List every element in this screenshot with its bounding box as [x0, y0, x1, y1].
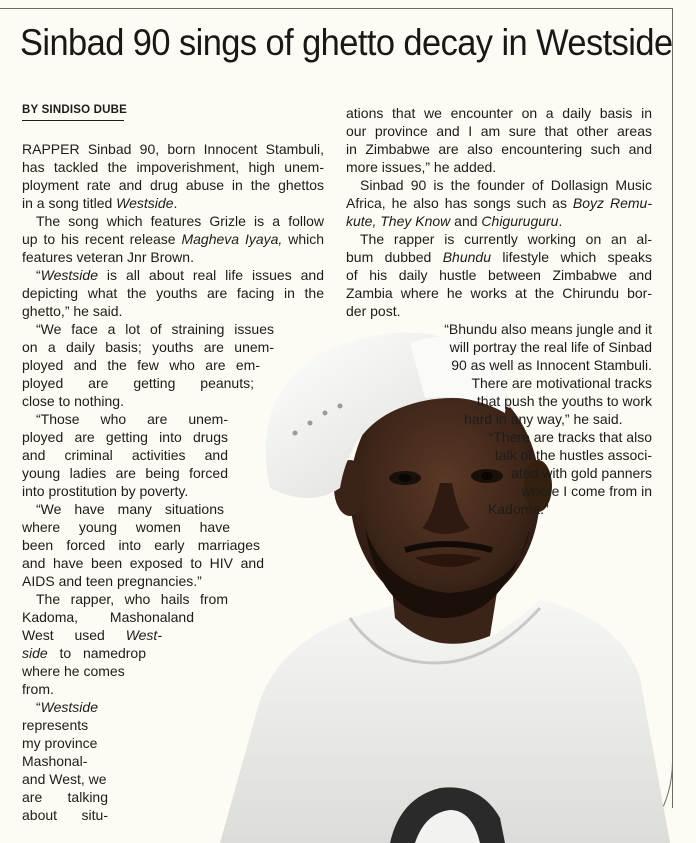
page-border-top	[0, 8, 672, 9]
text-line: 90 as well as Innocent Stambuli.	[451, 357, 652, 373]
text-line: kute, They Know and Chiguruguru.	[346, 213, 563, 229]
text-line: The song which features Grizle is a follow	[36, 213, 324, 229]
song-title: Chiguruguru	[481, 213, 559, 229]
paragraph	[22, 500, 324, 590]
paragraph	[22, 590, 324, 698]
song-title: kute, They Know	[346, 213, 451, 229]
text-line: “Bhundu also means jungle and it	[444, 321, 652, 337]
text-line: my province	[22, 735, 98, 751]
paragraph	[22, 140, 324, 212]
text-line: Zambia where he works at the Chirundu bor-	[346, 285, 652, 301]
text-line: side to namedrop	[22, 645, 146, 661]
song-title: Westside	[116, 195, 174, 211]
text-line: AIDS and teen pregnancies.”	[22, 573, 202, 589]
text-line: more issues,” he added.	[346, 159, 497, 175]
paragraph	[346, 320, 652, 428]
paragraph	[346, 104, 652, 176]
text-line: been forced into early marriages	[22, 537, 260, 553]
text-line: up to his recent release Magheva Iyaya, which	[22, 231, 325, 247]
text-line: our province and I am sure that other areas	[346, 123, 652, 139]
text-line: represents	[22, 717, 89, 733]
song-title: Westside	[40, 699, 98, 715]
text-line: about situ-	[22, 807, 108, 823]
text-line: that push the youths to work	[476, 393, 652, 409]
text-line: Africa, he also has songs such as Boyz Remu-	[346, 195, 652, 211]
text-line: “There are tracks that also	[488, 429, 652, 445]
text-line: The rapper is currently working on an al-	[360, 231, 652, 247]
text-line: features veteran Jnr Brown.	[22, 249, 194, 265]
byline: BY SINDISO DUBE	[22, 104, 128, 116]
text-line: Sinbad 90 is the founder of Dollasign Music	[360, 177, 652, 193]
text-line: and criminal activities and	[22, 447, 228, 463]
paragraph	[346, 176, 652, 230]
song-title: side	[22, 645, 48, 661]
text-line: has tackled the impoverishment, high unem-	[22, 159, 324, 175]
paragraph	[22, 212, 324, 266]
text-line: of his daily hustle between Zimbabwe and	[346, 267, 652, 283]
text-line: Kadoma, Mashonaland	[22, 609, 194, 625]
text-line: are talking	[22, 789, 108, 805]
text-line: and West, we	[22, 771, 107, 787]
article-column-2	[346, 104, 652, 518]
text-line: close to nothing.	[22, 393, 124, 409]
text-line: “We face a lot of straining issues	[36, 321, 274, 337]
text-line: Mashonal-	[22, 753, 88, 769]
article-column-1	[22, 140, 324, 824]
text-line: ated with gold panners	[511, 465, 652, 481]
text-line: “Those who are unem-	[36, 411, 228, 427]
text-line: talk of the hustles associ-	[494, 447, 652, 463]
text-line: ations that we encounter on a daily basis in	[346, 105, 652, 121]
text-line: will portray the real life of Sinbad	[449, 339, 652, 355]
text-line: There are motivational tracks	[471, 375, 652, 391]
paragraph	[22, 698, 324, 824]
text-line: bum dubbed Bhundu lifestyle which speaks	[346, 249, 652, 265]
text-line: The rapper, who hails from	[36, 591, 228, 607]
text-line: and have been exposed to HIV and	[22, 555, 264, 571]
text-line: ployed and the few who are em-	[22, 357, 260, 373]
album-title: Bhundu	[442, 249, 491, 265]
text-line: in Zimbabwe are also encountering such and	[346, 141, 652, 157]
text-line: West used West-	[22, 627, 162, 643]
paragraph	[22, 320, 274, 410]
text-line: ployed are getting peanuts;	[22, 375, 254, 391]
text-line: Kadoma.”	[488, 501, 549, 517]
byline-underline	[22, 120, 124, 121]
text-line: where I come from in	[521, 483, 652, 499]
text-line: on a daily basis; youths are unem-	[22, 339, 274, 355]
text-line: hard in any way,” he said.	[464, 411, 623, 427]
paragraph	[346, 230, 652, 320]
text-line: depicting what the youths are facing in the	[22, 285, 324, 301]
headline: Sinbad 90 sings of ghetto decay in Westside	[20, 22, 673, 63]
text-line: young ladies are being forced	[22, 465, 228, 481]
text-line: RAPPER Sinbad 90, born Innocent Stambuli,	[22, 141, 324, 157]
text-line: from.	[22, 681, 54, 697]
text-line: where young women have	[22, 519, 230, 535]
song-title: West-	[125, 627, 162, 643]
text-line: in a song titled Westside.	[22, 195, 178, 211]
text-line: der post.	[346, 303, 401, 319]
page-border-right	[672, 8, 673, 808]
song-title: Magheva Iyaya,	[181, 231, 283, 247]
text-line: “Westside	[36, 699, 98, 715]
text-line: “We have many situations	[36, 501, 224, 517]
paragraph	[346, 428, 652, 518]
text-line: ghetto,” he said.	[22, 303, 123, 319]
text-line: ployment rate and drug abuse in the ghettos	[22, 177, 324, 193]
text-line: into prostitution by poverty.	[22, 483, 189, 499]
song-title: Westside	[40, 267, 98, 283]
text-line: ployed are getting into drugs	[22, 429, 228, 445]
text-line: where he comes	[22, 663, 125, 679]
song-title: Boyz Remu-	[572, 195, 652, 211]
paragraph	[22, 410, 324, 500]
text-line: “Westside is all about real life issues and	[36, 267, 324, 283]
paragraph	[22, 266, 324, 320]
